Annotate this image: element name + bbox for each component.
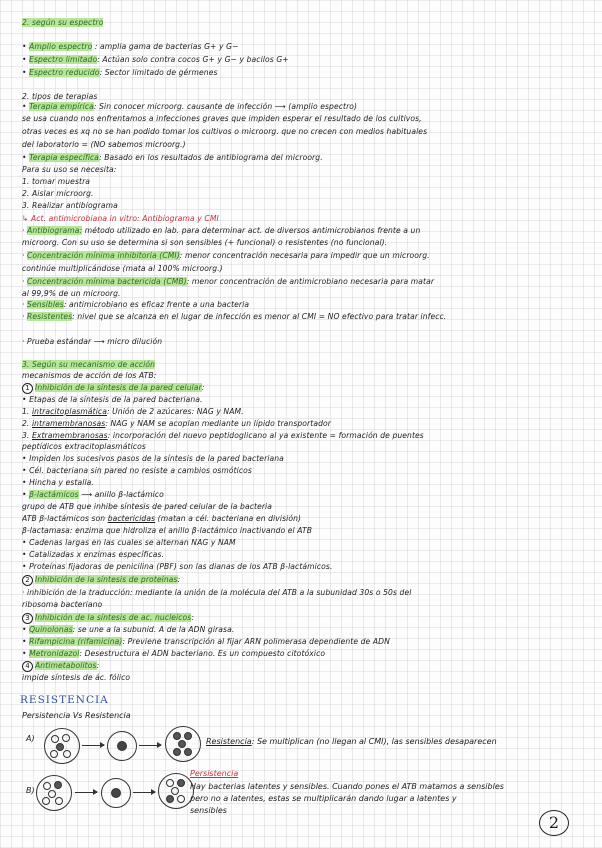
note-line [22,441,592,452]
note-text: 3. Realizar antibiograma [22,201,118,210]
note-line [22,660,592,672]
note-line [22,200,592,211]
highlighted-term: Amplio espectro [29,42,93,51]
note-text: intramembranosas [31,419,106,428]
highlighted-term: β-lactámicos [29,490,79,499]
note-text: ATB β-lactámicos son [22,514,108,523]
note-line [22,513,592,524]
highlighted-term: Inhibición de la síntesis de ac. nucleicos [35,613,192,622]
note-line [22,382,592,394]
note-text: : Actúan solo contra cocos G+ y G− y bacilos G+ [97,55,289,64]
note-line [22,311,592,322]
note-line [22,370,592,381]
note-text: Extramembranosas [31,431,108,440]
bacteria-dot [166,795,174,803]
bacteria-dot [117,741,127,751]
note-line [22,359,592,370]
page-number: 2 [539,810,569,836]
note-line [22,587,592,598]
note-text: β-lactamasa: enzima que hidroliza el anillo β-lactámico inactivando el ATB [22,526,313,535]
highlighted-term: Inhibición de la síntesis de proteínas [35,575,178,584]
bacteria-dot [54,781,62,789]
note-text: intracitoplasmática [31,407,107,416]
highlighted-term: Inhibición de la síntesis de la pared celular [35,383,202,392]
note-text: : [201,383,205,392]
note-text: • Impiden los sucesivos pasos de la síntesis de la pared bacteriana [22,454,284,463]
bacteria-dot [184,732,192,740]
note-text: 2. tipos de terapias [22,92,98,101]
note-line [22,250,592,261]
highlighted-term: Resistentes [27,312,73,321]
section-subtitle: Persistencia Vs Resistencia [22,711,131,720]
note-text: 2. Aislar microorg. [22,189,94,198]
note-text: · inhibición de la traducción: mediante la unión de la molécula del ATB a la subunidad 30s o 50s del [22,588,412,597]
diagram-b-text-1: Hay bacterias latentes y sensibles. Cuando pones el ATB matamos a sensibles [190,782,504,791]
highlighted-term: 3. Según su mecanismo de acción [22,360,156,369]
diagram-a-heading: Resistencia [206,737,252,746]
note-text: impide síntesis de ác. fólico [22,673,131,682]
arrow-icon [75,792,97,793]
note-text: · [22,226,28,235]
diagram-b-label: B) [26,786,35,795]
note-line [22,126,592,137]
note-line [22,299,592,310]
note-text: · Prueba estándar ⟶ micro dilución [22,337,163,346]
highlighted-term: Sensibles [27,300,64,309]
bacteria-circle-3 [165,726,201,762]
note-text: • Hincha y estalla. [22,478,94,487]
note-line [22,465,592,476]
note-text: • [22,649,30,658]
note-line [22,213,592,224]
note-line [22,549,592,560]
bacteria-dot [42,797,50,805]
note-text: : [177,575,181,584]
note-line [22,477,592,488]
note-line [22,113,592,124]
note-line [22,453,592,464]
number-badge: 3 [22,613,33,624]
bacteria-circle-4 [36,775,72,811]
note-line [22,101,592,112]
note-text: 1. tomar muestra [22,177,91,186]
note-text: otras veces es xq no se han podido tomar los cultivos o microorg. que no crecen con medios habituales [22,127,428,136]
note-text: : menor concentración de antimicrobiano necesaria para matar [186,277,435,286]
note-line [22,636,592,647]
note-text: • [22,490,30,499]
note-line [22,67,592,78]
highlighted-term: Espectro reducido [29,68,100,77]
note-text: bactericidas [107,514,156,523]
note-text: peptídicos extracitoplasmáticos [22,442,146,451]
note-line [22,418,592,429]
note-line [22,263,592,274]
note-text: • [22,55,30,64]
note-line [22,501,592,512]
highlighted-term: Concentración mínima bactericida (CMB) [27,277,187,286]
bacteria-circle-5 [101,778,131,808]
note-line [22,599,592,610]
highlighted-term: Terapia específica [29,153,100,162]
bacteria-circle-1 [44,728,80,764]
note-text: se usa cuando nos enfrentamos a infecciones graves que impiden esperar el resultado de los cultivos, [22,114,422,123]
note-line [22,54,592,65]
note-line [22,164,592,175]
diagram-a-label: A) [26,734,35,743]
bacteria-circle-2 [107,731,137,761]
note-text: : Sector limitado de gérmenes [99,68,218,77]
bacteria-dot [177,779,185,787]
note-line [22,152,592,163]
note-text: · [22,277,28,286]
note-line [22,430,592,441]
highlighted-term: Antibiograma: [27,226,83,235]
note-text: ribosoma bacteriano [22,600,103,609]
note-text: • [22,153,30,162]
diagram-b-text-2: pero no a latentes, estas se multiplicarán dando lugar a latentes y [190,794,457,803]
number-badge: 2 [22,575,33,586]
bacteria-dot [63,750,71,758]
note-text: 3. [22,431,32,440]
note-text: : menor concentración necesaria para impedir que un microorg. [179,251,430,260]
arrow-icon [133,792,155,793]
note-text: : nivel que se alcanza en el lugar de infección es menor al CMI = NO efectivo para tratar infecc. [72,312,447,321]
note-line [22,561,592,572]
bacteria-dot [173,748,181,756]
note-line [22,624,592,635]
note-line [22,394,592,405]
highlighted-term: Concentración mínima inhibitoria (CMI) [27,251,180,260]
bacteria-dot [50,750,58,758]
note-text: : Basado en los resultados de antibiograma del microorg. [99,153,323,162]
note-text: : Sin conocer microorg. causante de infección ⟶ (amplio espectro) [93,102,358,111]
note-text: Para su uso se necesita: [22,165,117,174]
note-line [22,648,592,659]
note-text: : incorporación del nuevo peptidoglicano al ya existente = formación de puentes [107,431,424,440]
note-text: : Previene transcripción al fijar ARN polimerasa dependiente de ADN [122,637,390,646]
diagram-a-caption [206,737,497,746]
note-text: mecanismos de acción de los ATB: [22,371,157,380]
note-text: : amplia gama de bacterias G+ y G− [92,42,239,51]
bacteria-dot [48,790,56,798]
note-line [22,406,592,417]
bacteria-dot [178,740,186,748]
note-line [22,276,592,287]
section-title: RESISTENCIA [20,694,109,706]
note-text: microorg. Con su uso se determina si son sensibles (+ funcional) o resistentes (no funcional). [22,238,388,247]
note-text: ↳ Act. antimicrobiana in vitro: Antibiograma y CMI [22,214,219,223]
arrow-icon [82,745,104,746]
note-text: : Unión de 2 azúcares: NAG y NAM. [106,407,244,416]
note-line [22,612,592,624]
note-text: : [96,661,100,670]
note-text: (matan a cél. bacteriana en división) [155,514,302,523]
note-text: : Desestructura el ADN bacteriano. Es un compuesto citotóxico [79,649,326,658]
note-line [22,225,592,236]
note-text: • [22,42,30,51]
diagram-b-text-3: sensibles [190,806,227,815]
note-text: • Cél. bacteriana sin pared no resiste a cambios osmóticos [22,466,252,475]
bacteria-dot [166,779,174,787]
note-line [22,41,592,52]
highlighted-term: Metronidazol [29,649,80,658]
note-text: · [22,251,28,260]
note-text: • Proteínas fijadoras de penicilina (PBF) son las dianas de los ATB β-lactámicos. [22,562,333,571]
bacteria-dot [111,788,121,798]
diagram-b-heading: Persistencia [190,769,239,778]
note-text: • [22,102,30,111]
highlighted-term: Quinolonas [29,625,73,634]
bacteria-dot [51,735,59,743]
note-text: método utilizado en lab. para determinar act. de diversos antimicrobianos frente a un [82,226,421,235]
bacteria-dot [173,732,181,740]
note-text: • Etapas de la síntesis de la pared bacteriana. [22,395,203,404]
note-text: • [22,68,30,77]
note-line [22,176,592,187]
bacteria-dot [184,748,192,756]
note-text: • Catalizadas x enzimas específicas. [22,550,165,559]
number-badge: 4 [22,661,33,672]
note-text: • Cadenas largas en las cuales se alternan NAG y NAM [22,538,236,547]
note-line [22,237,592,248]
bacteria-dot [171,787,179,795]
note-text: : antimicrobiano es eficaz frente a una bacteria [63,300,250,309]
note-line [22,288,592,299]
note-text: grupo de ATB que inhibe síntesis de pared celular de la bacteria [22,502,273,511]
note-text: 1. [22,407,32,416]
note-line [22,537,592,548]
note-text: • [22,625,30,634]
note-line [22,188,592,199]
note-text: ⟶ anillo β-lactámico [78,490,164,499]
diagram-a-text: : Se multiplican (no llegan al CMI), las sensibles desaparecen [251,737,497,746]
arrow-icon [139,745,161,746]
note-text: : se une a la subunid. A de la ADN girasa. [72,625,235,634]
bacteria-dot [55,797,63,805]
note-text: · [22,312,28,321]
highlighted-term: Terapia empírica [29,102,94,111]
note-text: al 99,9% de un microorg. [22,289,121,298]
highlighted-term: 2. según su espectro [22,18,104,27]
number-badge: 1 [22,383,33,394]
note-text: · [22,300,28,309]
note-line [22,672,592,683]
highlighted-term: Espectro limitado [29,55,98,64]
bacteria-dot [177,795,185,803]
note-line [22,336,592,347]
note-text: : [191,613,195,622]
note-text: del laboratorio = (NO sabemos microorg.) [22,140,186,149]
highlighted-term: Antimetabolitos [35,661,97,670]
bacteria-dot [62,734,70,742]
note-text: 2. [22,419,32,428]
bacteria-circle-6 [158,773,194,809]
note-line [22,139,592,150]
note-line [22,574,592,586]
bacteria-dot [56,743,64,751]
note-line [22,525,592,536]
highlighted-term: Rifampicina (rifamicina) [29,637,123,646]
note-text: • [22,637,30,646]
note-line [22,17,592,28]
note-text: continúe multiplicándose (mata al 100% microorg.) [22,264,223,273]
note-line [22,489,592,500]
note-text: : NAG y NAM se acoplan mediante un lípido transportador [105,419,331,428]
bacteria-dot [43,782,51,790]
